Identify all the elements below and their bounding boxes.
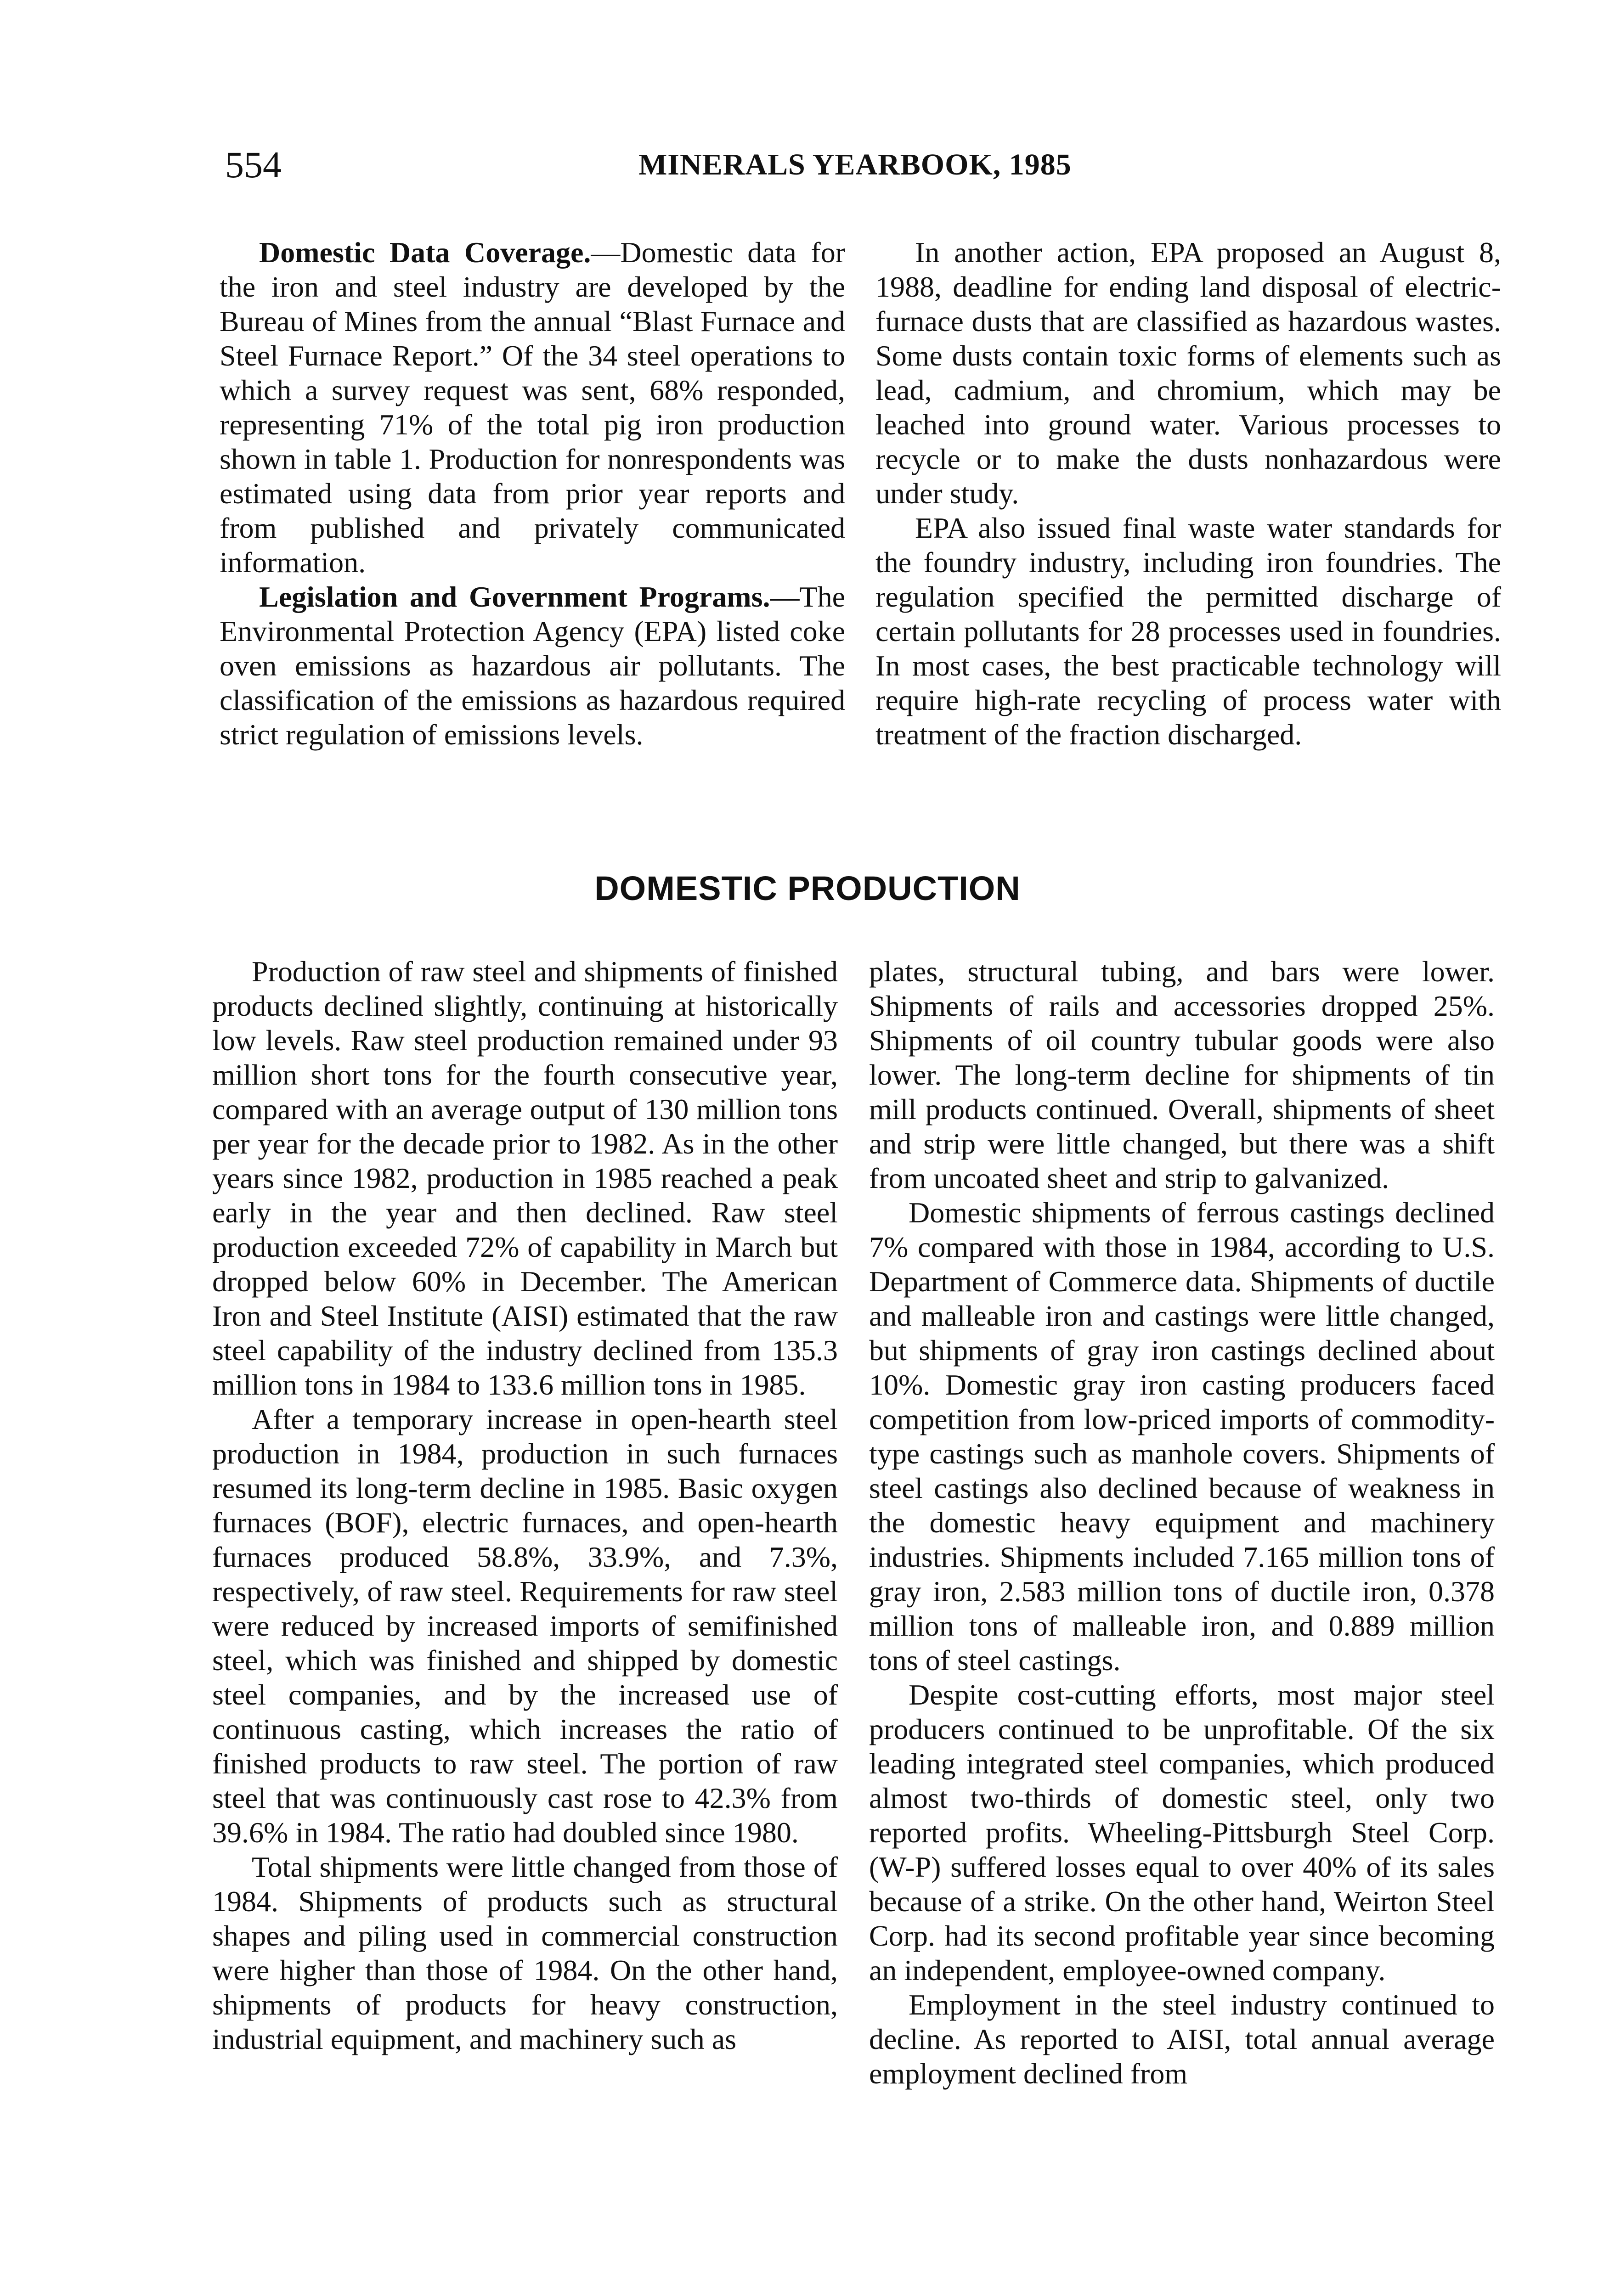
paragraph-total-shipments: Total shipments were little changed from those of 1984. Shipments of products such as structural shapes and piling used in commercial construction were higher than those of 1984. On the other hand, shipments of products for heavy construction, industrial equipment, and machinery such as xyxy=(212,1851,838,2055)
paragraph-epa-land-disposal: In another action, EPA proposed an August 8, 1988, deadline for ending land disposal of electric-furnace dusts that are classified as hazardous wastes. Some dusts contain toxic forms of elements such as lead, cadmium, and chromium, which may be leached into ground water. Various processes to recycle or to make the dusts nonhazardous were under study. xyxy=(875,236,1501,510)
production-right-column xyxy=(869,954,1495,2091)
paragraph-employment: Employment in the steel industry continued to decline. As reported to AISI, total annual average employment declined from xyxy=(869,1988,1495,2090)
paragraph-domestic-data-coverage xyxy=(220,235,845,580)
paragraph-ferrous-castings: Domestic shipments of ferrous castings declined 7% compared with those in 1984, according to U.S. Department of Commerce data. Shipments of ductile and malleable iron and castings were little changed, but shipments of gray iron castings declined about 10%. Domestic gray iron casting producers faced competition from low-priced imports of commodity-type castings such as manhole covers. Shipments of steel castings also declined because of weakness in the domestic heavy equipment and machinery industries. Shipments included 7.165 million tons of gray iron, 2.583 million tons of ductile iron, 0.378 million tons of malleable iron, and 0.889 million tons of steel castings. xyxy=(869,1196,1495,1677)
running-head: MINERALS YEARBOOK, 1985 xyxy=(638,148,1072,181)
paragraph-legislation xyxy=(220,580,845,752)
page-number: 554 xyxy=(225,144,282,186)
paragraph-text: —Domestic data for the iron and steel industry are developed by the Bureau of Mines from the annual “Blast Furnace and Steel Furnace Report.” Of the 34 steel operations to which a survey request was sent, 68% responded, representing 71% of the total pig iron production shown in table 1. Production for nonrespondents was estimated using data from prior year reports and from published and privately communicated information. xyxy=(220,236,845,579)
paragraph-raw-steel-production: Production of raw steel and shipments of finished products declined slightly, continuing at historically low levels. Raw steel production remained under 93 million short tons for the fourth consecutive year, compared with an average output of 130 million tons per year for the decade prior to 1982. As in the other years since 1982, production in 1985 reached a peak early in the year and then declined. Raw steel production exceeded 72% of capability in March but dropped below 60% in December. The American Iron and Steel Institute (AISI) estimated that the raw steel capability of the industry declined from 135.3 million tons in 1984 to 133.6 million tons in 1985. xyxy=(212,955,838,1401)
paragraph-profitability: Despite cost-cutting efforts, most major steel producers continued to be unprofitable. Of the six leading integrated steel companies, which produced almost two-thirds of domestic steel, only two reported profits. Wheeling-Pittsburgh Steel Corp. (W-P) suffered losses equal to over 40% of its sales because of a strike. On the other hand, Weirton Steel Corp. had its second profitable year since becoming an independent, employee-owned company. xyxy=(869,1678,1495,1986)
section-heading: DOMESTIC PRODUCTION xyxy=(594,869,1021,907)
top-left-column xyxy=(220,235,845,752)
production-left-column xyxy=(212,954,838,2056)
top-right-column xyxy=(875,235,1501,752)
paragraph-text: —The Environmental Protection Agency (EPA) listed coke oven emissions as hazardous air pollutants. The classification of the emissions as hazardous required strict regulation of emissions levels. xyxy=(220,580,845,751)
paragraph-open-hearth: After a temporary increase in open-hearth steel production in 1984, production in such furnaces resumed its long-term decline in 1985. Basic oxygen furnaces (BOF), electric furnaces, and open-hearth furnaces produced 58.8%, 33.9%, and 7.3%, respectively, of raw steel. Requirements for raw steel were reduced by increased imports of semifinished steel, which was finished and shipped by domestic steel companies, and by the increased use of continuous casting, which increases the ratio of finished products to raw steel. The portion of raw steel that was continuously cast rose to 42.3% from 39.6% in 1984. The ratio had doubled since 1980. xyxy=(212,1403,838,1849)
run-in-heading: Legislation and Government Programs. xyxy=(259,580,770,613)
paragraph-continuation: plates, structural tubing, and bars were lower. Shipments of rails and accessories dropped 25%. Shipments of oil country tubular goods were also lower. The long-term decline for shipments of tin mill products continued. Overall, shipments of sheet and strip were little changed, but there was a shift from uncoated sheet and strip to galvanized. xyxy=(869,955,1495,1194)
run-in-heading: Domestic Data Coverage. xyxy=(259,236,591,269)
paragraph-epa-waste-water: EPA also issued final waste water standards for the foundry industry, including iron foundries. The regulation specified the permitted discharge of certain pollutants for 28 processes used in foundries. In most cases, the best practicable technology will require high-rate recycling of process water with treatment of the fraction discharged. xyxy=(875,512,1501,751)
